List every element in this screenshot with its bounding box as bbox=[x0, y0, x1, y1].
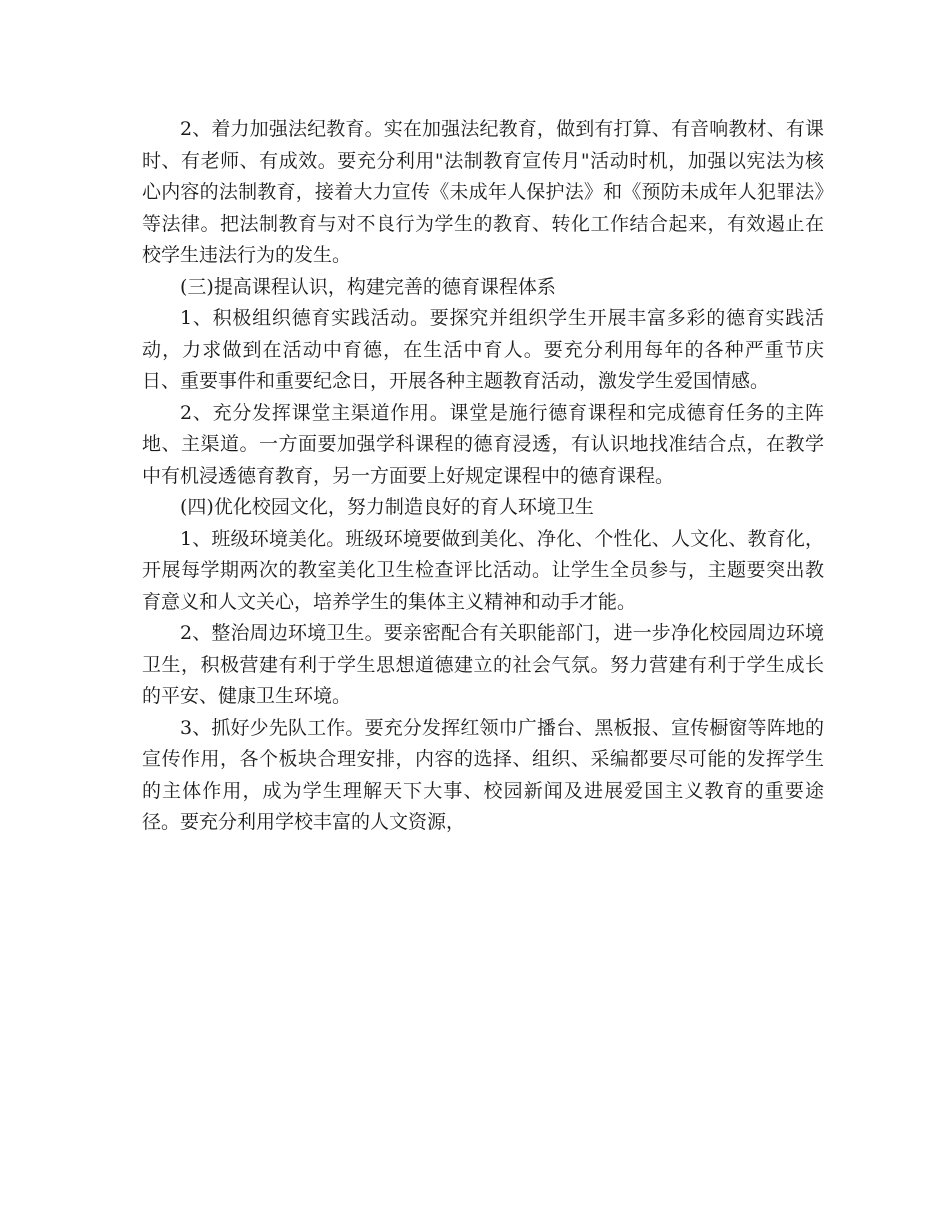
document-page bbox=[142, 114, 824, 839]
paragraph-young-pioneers: 3、抓好少先队工作。要充分发挥红领巾广播台、黑板报、宣传橱窗等阵地的宣传作用，各个板块合理安排，内容的选择、组织、采编都要尽可能的发挥学生的主体作用，成为学生理解天下大事、校园新闻及进展爱国主义教育的重要途径。要充分利用学校丰富的人文资源， bbox=[142, 716, 824, 833]
heading-section-4: (四)优化校园文化，努力制造良好的育人环境卫生 bbox=[180, 496, 594, 518]
paragraph-legal-education: 2、着力加强法纪教育。实在加强法纪教育，做到有打算、有音响教材、有课时、有老师、有成效。要充分利用"法制教育宣传月"活动时机，加强以宪法为核心内容的法制教育，接着大力宣传《未成年人保护法》和《预防未成年人犯罪法》等法律。把法制教育与对不良行为学生的教育、转化工作结合起来，有效遏止在校学生违法行为的发生。 bbox=[142, 118, 824, 266]
paragraph-practice-activities: 1、积极组织德育实践活动。要探究并组织学生开展丰富多彩的德育实践活动，力求做到在活动中育德，在生活中育人。要充分利用每年的各种严重节庆日、重要事件和重要纪念日，开展各种主题教育活动，激发学生爱国情感。 bbox=[142, 307, 824, 392]
heading-section-3: (三)提高课程认识，构建完善的德育课程体系 bbox=[180, 275, 556, 298]
paragraph-class-environment: 1、班级环境美化。班级环境要做到美化、净化、个性化、人文化、教育化，开展每学期两次的教室美化卫生检查评比活动。让学生全员参与，主题要突出教育意义和人文关心，培养学生的集体主义精神和动手才能。 bbox=[142, 527, 824, 613]
paragraph-surrounding-environment: 2、整治周边环境卫生。要亲密配合有关职能部门，进一步净化校园周边环境卫生，积极营建有利于学生思想道德建立的社会气氛。努力营建有利于学生成长的平安、健康卫生环境。 bbox=[142, 622, 824, 707]
paragraph-classroom-channel: 2、充分发挥课堂主渠道作用。课堂是施行德育课程和完成德育任务的主阵地、主渠道。一方面要加强学科课程的德育浸透，有认识地找准结合点，在教学中有机浸透德育教育，另一方面要上好规定课程中的德育课程。 bbox=[142, 401, 824, 487]
